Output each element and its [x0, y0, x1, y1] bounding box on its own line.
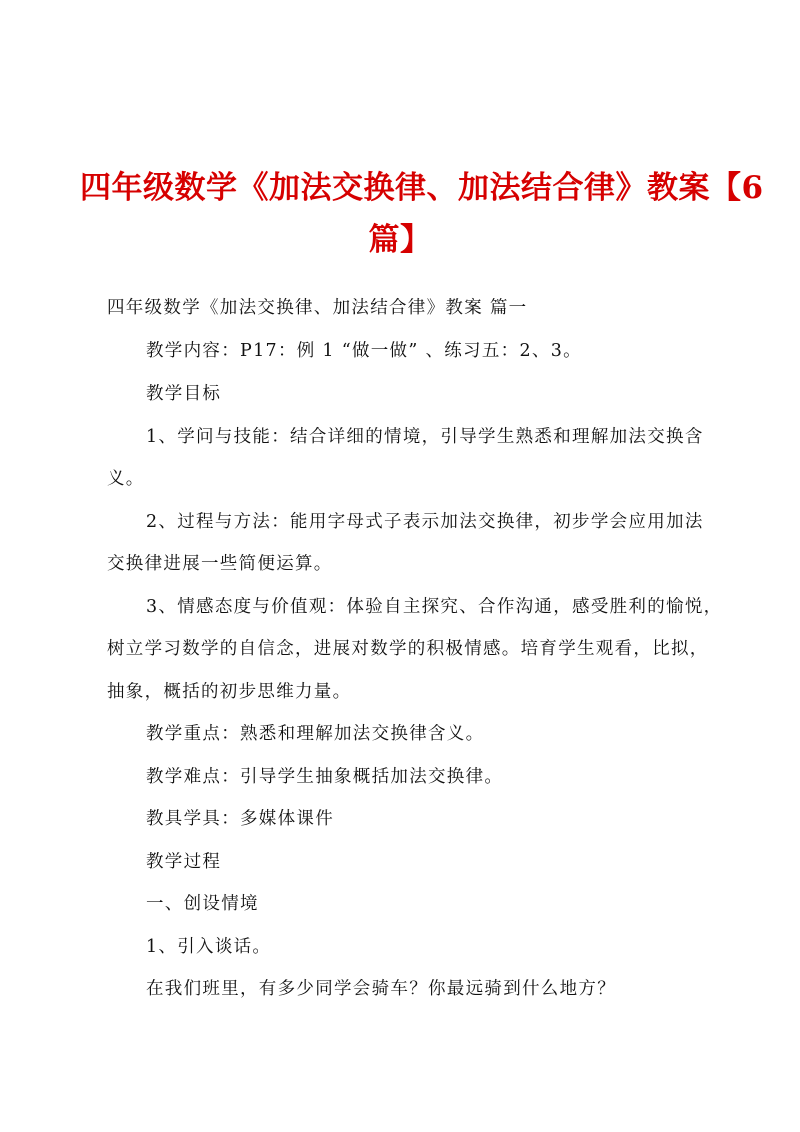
goal-2-line-2: 交换律进展一些简便运算。	[107, 554, 333, 574]
goal-1-line-2: 义。	[107, 469, 145, 489]
step-1-heading: 一、创设情境	[146, 894, 259, 914]
step-1-1: 1、引入谈话。	[146, 937, 272, 957]
title-line-1: 四年级数学《加法交换律、加法结合律》教案【6	[80, 170, 764, 206]
goal-3-line-3: 抽象，概括的初步思维力量。	[107, 682, 352, 702]
teaching-difficulty: 教学难点：引导学生抽象概括加法交换律。	[146, 767, 504, 787]
teaching-goals-heading: 教学目标	[146, 384, 222, 404]
title-line-2: 篇】	[368, 222, 432, 258]
goal-1-line-1: 1、学问与技能：结合详细的情境，引导学生熟悉和理解加法交换含	[146, 427, 704, 447]
goal-3-line-2: 树立学习数学的自信念，进展对数学的积极情感。培育学生观看，比拟，	[107, 639, 709, 659]
teaching-content: 教学内容：P17：例 1 “做一做” 、练习五：2、3。	[146, 341, 582, 361]
teaching-process-heading: 教学过程	[146, 852, 222, 872]
goal-3-line-1: 3、情感态度与价值观：体验自主探究、合作沟通，感受胜利的愉悦，	[146, 597, 723, 617]
document-title	[80, 162, 764, 266]
step-1-question: 在我们班里，有多少同学会骑车？你最远骑到什么地方？	[146, 979, 616, 999]
teaching-tools: 教具学具：多媒体课件	[146, 809, 334, 829]
section-heading: 四年级数学《加法交换律、加法结合律》教案 篇一	[107, 298, 528, 318]
goal-2-line-1: 2、过程与方法：能用字母式子表示加法交换律，初步学会应用加法	[146, 512, 704, 532]
teaching-focus: 教学重点：熟悉和理解加法交换律含义。	[146, 724, 485, 744]
